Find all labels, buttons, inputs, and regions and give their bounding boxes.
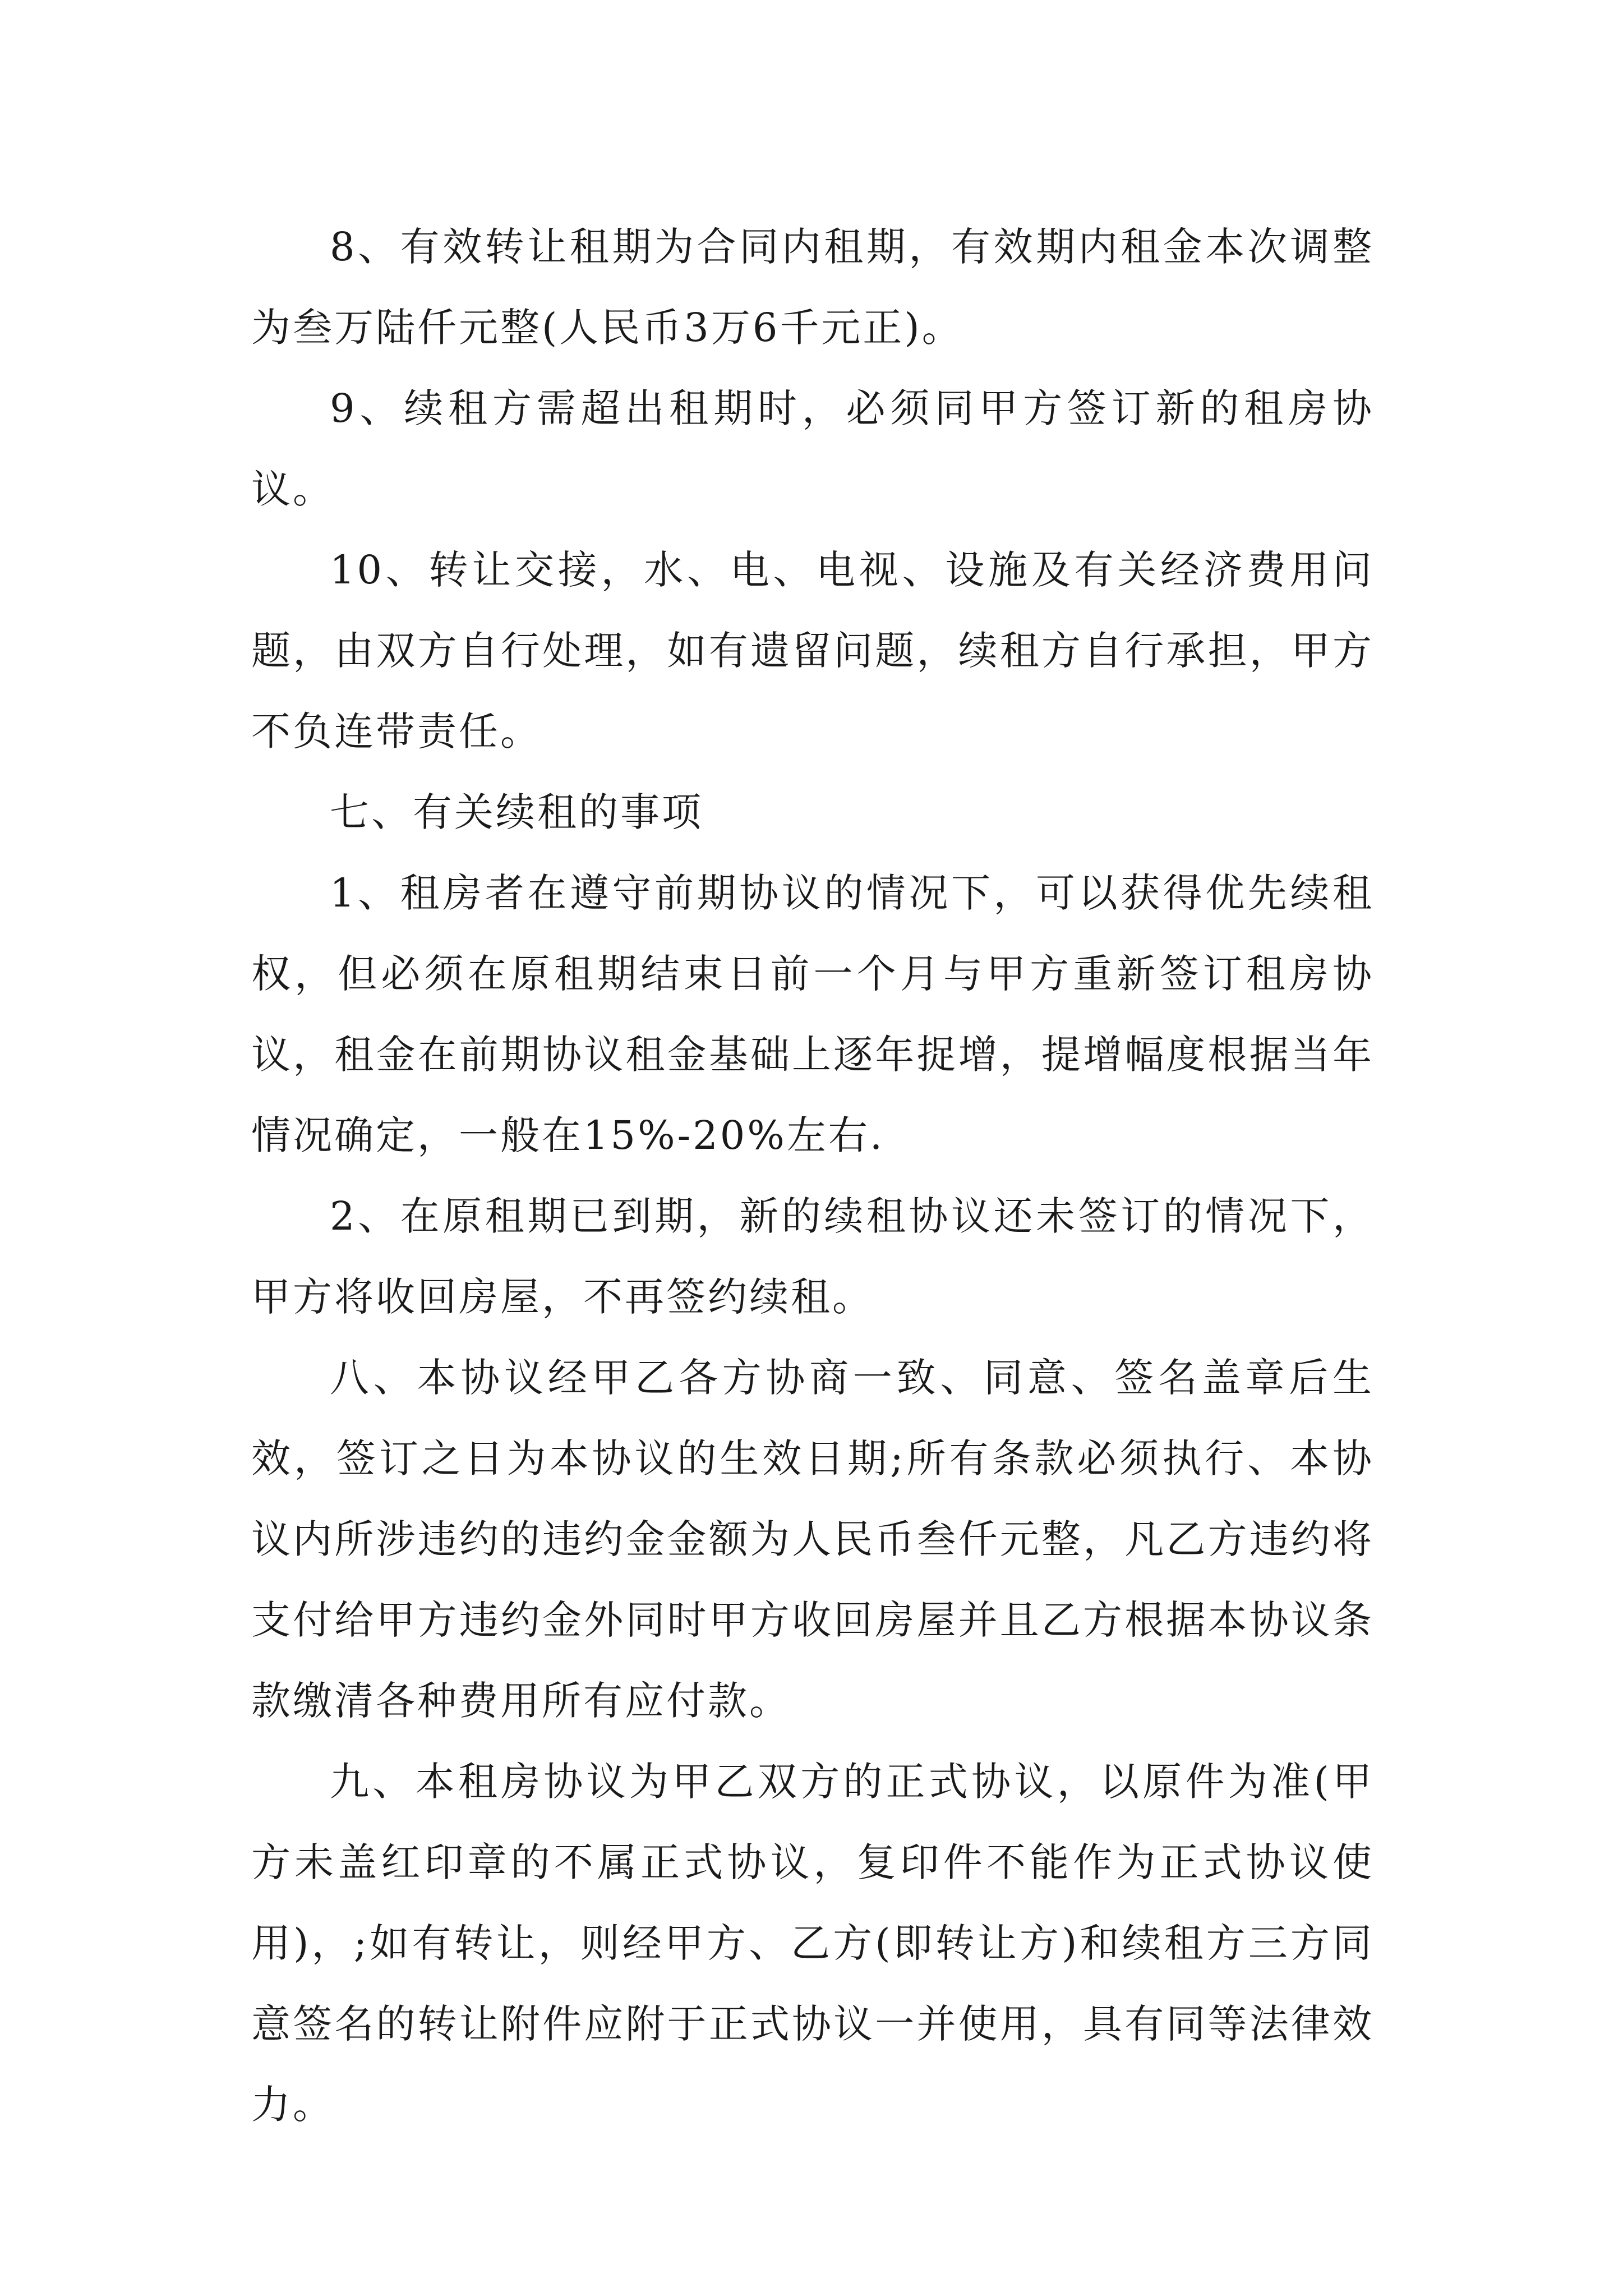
section-9: 九、本租房协议为甲乙双方的正式协议，以原件为准(甲方未盖红印章的不属正式协议，复印件不能作为正式协议使用)，;如有转让，则经甲方、乙方(即转让方)和续租方三方同意签名的转让附件应附于正式协议一并使用，具有同等法律效力。 (251, 1759, 1374, 2128)
section-8: 八、本协议经甲乙各方协商一致、同意、签名盖章后生效，签订之日为本协议的生效日期;所有条款必须执行、本协议内所涉违约的违约金金额为人民币叁仟元整，凡乙方违约将支付给甲方违约金外同时甲方收回房屋并且乙方根据本协议条款缴清各种费用所有应付款。 (251, 1355, 1374, 1724)
clause-9: 9、续租方需超出租期时，必须同甲方签订新的租房协议。 (251, 385, 1374, 512)
clause-10: 10、转让交接，水、电、电视、设施及有关经济费用问题，由双方自行处理，如有遗留问题，续租方自行承担，甲方不负连带责任。 (251, 547, 1374, 754)
renewal-clause-2: 2、在原租期已到期，新的续租协议还未签订的情况下，甲方将收回房屋，不再签约续租。 (251, 1193, 1374, 1320)
clause-8: 8、有效转让租期为合同内租期，有效期内租金本次调整为叁万陆仟元整(人民币3万6千元正)。 (251, 224, 1374, 351)
document-body (251, 206, 1374, 2145)
renewal-clause-1: 1、租房者在遵守前期协议的情况下，可以获得优先续租权，但必须在原租期结束日前一个月与甲方重新签订租房协议，租金在前期协议租金基础上逐年捉增，提增幅度根据当年情况确定，一般在15%-20%左右. (251, 870, 1374, 1158)
section-heading-7: 七、有关续租的事项 (330, 789, 703, 835)
